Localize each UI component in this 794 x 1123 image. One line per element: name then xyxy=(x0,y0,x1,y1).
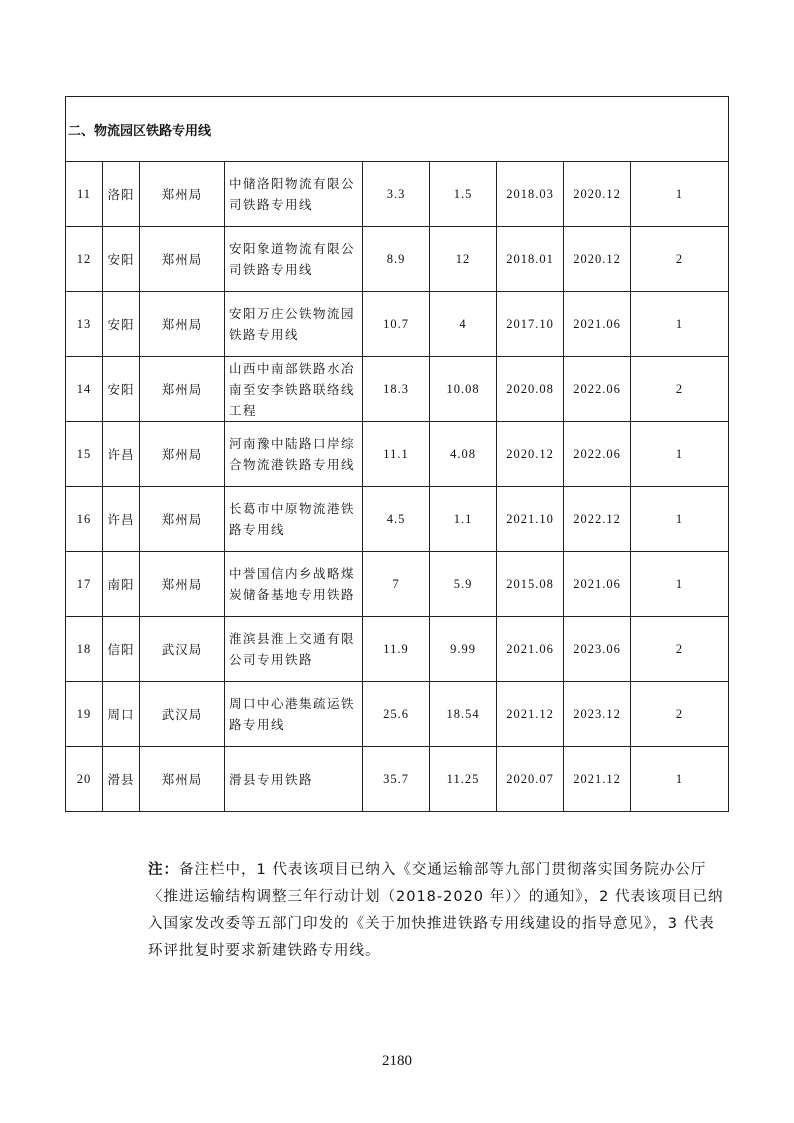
table-row xyxy=(66,617,729,682)
cell-number: 16 xyxy=(66,487,103,552)
cell-remark: 2 xyxy=(631,682,729,747)
footnote xyxy=(148,857,728,965)
cell-new-length: 4.08 xyxy=(430,422,497,487)
cell-end-date: 2022.06 xyxy=(564,422,631,487)
cell-city: 安阳 xyxy=(103,292,140,357)
footnote-label: 注： xyxy=(148,862,179,878)
cell-start-date: 2020.08 xyxy=(497,357,564,422)
cell-start-date: 2020.07 xyxy=(497,747,564,812)
cell-new-length: 18.54 xyxy=(430,682,497,747)
cell-railway-bureau: 武汉局 xyxy=(140,682,225,747)
section-title: 二、物流园区铁路专用线 xyxy=(66,97,729,162)
cell-project-name: 山西中南部铁路水冶南至安李铁路联络线工程 xyxy=(225,357,363,422)
railway-project-table xyxy=(65,96,729,812)
cell-new-length: 9.99 xyxy=(430,617,497,682)
cell-city: 周口 xyxy=(103,682,140,747)
table-row xyxy=(66,552,729,617)
cell-remark: 1 xyxy=(631,552,729,617)
cell-end-date: 2023.12 xyxy=(564,682,631,747)
cell-start-date: 2021.12 xyxy=(497,682,564,747)
cell-railway-bureau: 郑州局 xyxy=(140,422,225,487)
footnote-text: 备注栏中，1 代表该项目已纳入《交通运输部等九部门贯彻落实国务院办公厅〈推进运输结构调整三年行动计划（2018-2020 年）〉的通知》，2 代表该项目已纳入国家发改委等五部门印发的《关于加快推进铁路专用线建设的指导意见》，3 代表环评批复时要求新建铁路专用线。 xyxy=(148,862,724,959)
cell-start-date: 2017.10 xyxy=(497,292,564,357)
cell-remark: 1 xyxy=(631,292,729,357)
cell-project-name: 滑县专用铁路 xyxy=(225,747,363,812)
cell-city: 南阳 xyxy=(103,552,140,617)
cell-remark: 2 xyxy=(631,617,729,682)
cell-total-length: 7 xyxy=(363,552,430,617)
cell-number: 19 xyxy=(66,682,103,747)
cell-start-date: 2018.03 xyxy=(497,162,564,227)
cell-city: 安阳 xyxy=(103,357,140,422)
cell-end-date: 2020.12 xyxy=(564,162,631,227)
cell-start-date: 2018.01 xyxy=(497,227,564,292)
cell-total-length: 4.5 xyxy=(363,487,430,552)
table-row xyxy=(66,747,729,812)
cell-city: 滑县 xyxy=(103,747,140,812)
cell-remark: 1 xyxy=(631,422,729,487)
section-header-row xyxy=(66,97,729,162)
cell-new-length: 4 xyxy=(430,292,497,357)
cell-total-length: 18.3 xyxy=(363,357,430,422)
cell-railway-bureau: 武汉局 xyxy=(140,617,225,682)
cell-city: 安阳 xyxy=(103,227,140,292)
cell-number: 12 xyxy=(66,227,103,292)
cell-start-date: 2021.10 xyxy=(497,487,564,552)
table-body xyxy=(66,97,729,812)
cell-total-length: 11.9 xyxy=(363,617,430,682)
cell-number: 14 xyxy=(66,357,103,422)
table-row xyxy=(66,682,729,747)
cell-project-name: 中储洛阳物流有限公司铁路专用线 xyxy=(225,162,363,227)
cell-total-length: 3.3 xyxy=(363,162,430,227)
cell-number: 13 xyxy=(66,292,103,357)
cell-end-date: 2021.06 xyxy=(564,292,631,357)
cell-number: 15 xyxy=(66,422,103,487)
cell-end-date: 2021.06 xyxy=(564,552,631,617)
cell-total-length: 10.7 xyxy=(363,292,430,357)
cell-total-length: 11.1 xyxy=(363,422,430,487)
cell-start-date: 2015.08 xyxy=(497,552,564,617)
cell-railway-bureau: 郑州局 xyxy=(140,552,225,617)
cell-new-length: 1.1 xyxy=(430,487,497,552)
cell-new-length: 10.08 xyxy=(430,357,497,422)
cell-remark: 1 xyxy=(631,162,729,227)
cell-number: 11 xyxy=(66,162,103,227)
cell-new-length: 1.5 xyxy=(430,162,497,227)
cell-end-date: 2023.06 xyxy=(564,617,631,682)
cell-city: 洛阳 xyxy=(103,162,140,227)
cell-project-name: 长葛市中原物流港铁路专用线 xyxy=(225,487,363,552)
table-row xyxy=(66,422,729,487)
cell-railway-bureau: 郑州局 xyxy=(140,227,225,292)
cell-remark: 1 xyxy=(631,487,729,552)
cell-railway-bureau: 郑州局 xyxy=(140,487,225,552)
cell-city: 许昌 xyxy=(103,487,140,552)
cell-railway-bureau: 郑州局 xyxy=(140,292,225,357)
cell-total-length: 8.9 xyxy=(363,227,430,292)
cell-new-length: 12 xyxy=(430,227,497,292)
cell-remark: 1 xyxy=(631,747,729,812)
table-row xyxy=(66,357,729,422)
cell-project-name: 河南豫中陆路口岸综合物流港铁路专用线 xyxy=(225,422,363,487)
table-row xyxy=(66,227,729,292)
page-number: 2180 xyxy=(382,1053,412,1069)
cell-remark: 2 xyxy=(631,357,729,422)
cell-end-date: 2022.12 xyxy=(564,487,631,552)
cell-new-length: 5.9 xyxy=(430,552,497,617)
cell-new-length: 11.25 xyxy=(430,747,497,812)
cell-number: 20 xyxy=(66,747,103,812)
cell-railway-bureau: 郑州局 xyxy=(140,357,225,422)
cell-number: 17 xyxy=(66,552,103,617)
table-row xyxy=(66,292,729,357)
cell-railway-bureau: 郑州局 xyxy=(140,747,225,812)
cell-railway-bureau: 郑州局 xyxy=(140,162,225,227)
table-row xyxy=(66,162,729,227)
cell-number: 18 xyxy=(66,617,103,682)
cell-total-length: 25.6 xyxy=(363,682,430,747)
cell-project-name: 中誉国信内乡战略煤炭储备基地专用铁路 xyxy=(225,552,363,617)
cell-city: 信阳 xyxy=(103,617,140,682)
cell-end-date: 2022.06 xyxy=(564,357,631,422)
cell-end-date: 2020.12 xyxy=(564,227,631,292)
cell-total-length: 35.7 xyxy=(363,747,430,812)
cell-start-date: 2020.12 xyxy=(497,422,564,487)
table-row xyxy=(66,487,729,552)
cell-start-date: 2021.06 xyxy=(497,617,564,682)
cell-project-name: 周口中心港集疏运铁路专用线 xyxy=(225,682,363,747)
cell-project-name: 安阳万庄公铁物流园铁路专用线 xyxy=(225,292,363,357)
cell-project-name: 安阳象道物流有限公司铁路专用线 xyxy=(225,227,363,292)
cell-remark: 2 xyxy=(631,227,729,292)
cell-end-date: 2021.12 xyxy=(564,747,631,812)
cell-project-name: 淮滨县淮上交通有限公司专用铁路 xyxy=(225,617,363,682)
cell-city: 许昌 xyxy=(103,422,140,487)
